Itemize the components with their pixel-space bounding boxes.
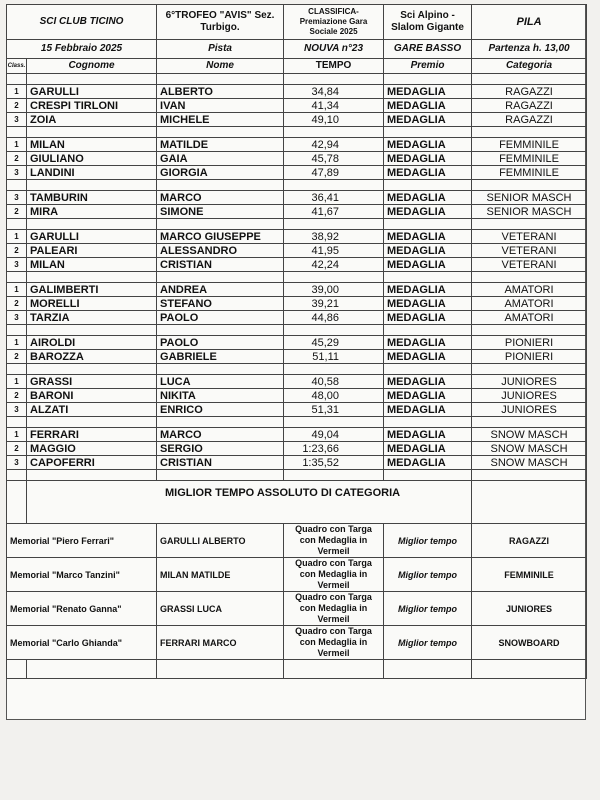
surname-cell: GARULLI [27,230,157,244]
category-cell: SNOW MASCH [472,456,587,470]
group-spacer [7,219,587,230]
memorial-name: Memorial "Carlo Ghianda" [7,626,157,660]
spacer-cell [384,74,472,85]
spacer-cell [157,325,284,336]
surname-cell: ALZATI [27,403,157,417]
col-cognome: Cognome [27,59,157,74]
spacer-cell [472,180,587,191]
pista-name: NOUVA n°23 [284,40,384,59]
category-cell: VETERANI [472,244,587,258]
surname-cell: GIULIANO [27,152,157,166]
spacer-cell [7,417,27,428]
first-name-cell: ALESSANDRO [157,244,284,258]
rank-cell: 1 [7,283,27,297]
memorial-reason: Miglior tempo [384,592,472,626]
table-row [7,297,587,311]
memorial-winner: MILAN MATILDE [157,558,284,592]
time-cell: 45,29 [284,336,384,350]
surname-cell: MORELLI [27,297,157,311]
start-time: Partenza h. 13,00 [472,40,587,59]
table-row [7,244,587,258]
rank-cell: 3 [7,166,27,180]
category-cell: FEMMINILE [472,138,587,152]
table-row [7,283,587,297]
prize-cell: MEDAGLIA [384,311,472,325]
memorial-reason: Miglior tempo [384,626,472,660]
spacer-cell [157,417,284,428]
spacer-cell [157,180,284,191]
rank-cell: 1 [7,138,27,152]
prize-cell: MEDAGLIA [384,389,472,403]
spacer-cell [472,272,587,283]
spacer-cell [157,74,284,85]
memorial-winner: GRASSI LUCA [157,592,284,626]
prize-cell: MEDAGLIA [384,113,472,127]
rank-cell: 2 [7,350,27,364]
table-row [7,152,587,166]
time-cell: 41,95 [284,244,384,258]
classifica-title: CLASSIFICA- Premiazione Gara Sociale 2025 [284,5,384,40]
memorial-reason: Miglior tempo [384,524,472,558]
results-table [6,4,587,679]
table-row [7,230,587,244]
column-header-row [7,59,587,74]
category-cell: RAGAZZI [472,113,587,127]
first-name-cell: ENRICO [157,403,284,417]
time-cell: 47,89 [284,166,384,180]
spacer-cell [27,470,157,481]
spacer-cell [7,272,27,283]
memorial-row [7,626,587,660]
spacer-cell [284,272,384,283]
spacer-cell [157,470,284,481]
rank-cell: 2 [7,442,27,456]
rank-cell: 3 [7,258,27,272]
surname-cell: FERRARI [27,428,157,442]
memorial-category: SNOWBOARD [472,626,587,660]
prize-cell: MEDAGLIA [384,244,472,258]
table-row [7,442,587,456]
surname-cell: GALIMBERTI [27,283,157,297]
surname-cell: PALEARI [27,244,157,258]
category-cell: SENIOR MASCH [472,205,587,219]
spacer-cell [284,219,384,230]
surname-cell: GRASSI [27,375,157,389]
first-name-cell: LUCA [157,375,284,389]
prize-cell: MEDAGLIA [384,138,472,152]
spacer-cell [284,417,384,428]
spacer-cell [284,180,384,191]
spacer-cell [7,364,27,375]
spacer-cell [7,180,27,191]
table-row [7,258,587,272]
spacer-cell [27,74,157,85]
time-cell: 41,67 [284,205,384,219]
group-spacer [7,74,587,85]
bottom-blank-row [7,660,587,679]
category-cell: AMATORI [472,283,587,297]
table-row [7,311,587,325]
spacer-cell [27,325,157,336]
first-name-cell: MARCO [157,428,284,442]
surname-cell: CRESPI TIRLONI [27,99,157,113]
spacer-cell [27,364,157,375]
surname-cell: MILAN [27,138,157,152]
col-premio: Premio [384,59,472,74]
spacer-cell [472,364,587,375]
rank-cell: 3 [7,403,27,417]
table-row [7,375,587,389]
group-spacer [7,417,587,428]
table-row [7,389,587,403]
first-name-cell: MARCO GIUSEPPE [157,230,284,244]
spacer-cell [472,127,587,138]
spacer-cell [7,470,27,481]
spacer-cell [472,74,587,85]
memorial-reason: Miglior tempo [384,558,472,592]
category-cell: SNOW MASCH [472,442,587,456]
rank-cell: 1 [7,336,27,350]
category-cell: FEMMINILE [472,152,587,166]
surname-cell: MILAN [27,258,157,272]
first-name-cell: GABRIELE [157,350,284,364]
first-name-cell: SERGIO [157,442,284,456]
memorial-name: Memorial "Marco Tanzini" [7,558,157,592]
first-name-cell: MATILDE [157,138,284,152]
first-name-cell: ALBERTO [157,85,284,99]
surname-cell: GARULLI [27,85,157,99]
header-row-2 [7,40,587,59]
category-cell: AMATORI [472,311,587,325]
spacer-cell [284,364,384,375]
table-row [7,456,587,470]
first-name-cell: SIMONE [157,205,284,219]
prize-cell: MEDAGLIA [384,336,472,350]
first-name-cell: IVAN [157,99,284,113]
prize-cell: MEDAGLIA [384,258,472,272]
time-cell: 1:23,66 [284,442,384,456]
prize-cell: MEDAGLIA [384,152,472,166]
table-row [7,99,587,113]
surname-cell: CAPOFERRI [27,456,157,470]
first-name-cell: MICHELE [157,113,284,127]
group-spacer [7,272,587,283]
spacer-cell [157,272,284,283]
col-classe: Class. [7,59,27,74]
time-cell: 34,84 [284,85,384,99]
header-row-1 [7,5,587,40]
rank-cell: 1 [7,428,27,442]
first-name-cell: CRISTIAN [157,456,284,470]
spacer-cell [27,417,157,428]
first-name-cell: MARCO [157,191,284,205]
prize-cell: MEDAGLIA [384,442,472,456]
spacer-cell [27,219,157,230]
spacer-cell [472,470,587,481]
race-date: 15 Febbraio 2025 [7,40,157,59]
table-row [7,350,587,364]
spacer-cell [284,470,384,481]
memorial-row [7,524,587,558]
category-cell: AMATORI [472,297,587,311]
table-row [7,205,587,219]
col-nome: Nome [157,59,284,74]
time-cell: 39,00 [284,283,384,297]
prize-cell: MEDAGLIA [384,283,472,297]
prize-cell: MEDAGLIA [384,375,472,389]
spacer-cell [7,74,27,85]
time-cell: 49,10 [284,113,384,127]
time-cell: 41,34 [284,99,384,113]
spacer-cell [157,219,284,230]
memorial-winner: FERRARI MARCO [157,626,284,660]
prize-cell: MEDAGLIA [384,456,472,470]
spacer-cell [384,127,472,138]
gare-name: GARE BASSO [384,40,472,59]
memorial-name: Memorial "Renato Ganna" [7,592,157,626]
rank-cell: 2 [7,99,27,113]
first-name-cell: GIORGIA [157,166,284,180]
memorial-row [7,592,587,626]
category-cell: JUNIORES [472,389,587,403]
group-spacer [7,470,587,481]
category-cell: RAGAZZI [472,85,587,99]
time-cell: 51,31 [284,403,384,417]
rank-cell: 3 [7,311,27,325]
spacer-cell [384,417,472,428]
time-cell: 51,11 [284,350,384,364]
rank-cell: 3 [7,191,27,205]
rank-cell: 1 [7,85,27,99]
first-name-cell: STEFANO [157,297,284,311]
spacer-cell [384,325,472,336]
pista-label: Pista [157,40,284,59]
spacer-cell [384,470,472,481]
rank-cell: 2 [7,205,27,219]
rank-cell: 2 [7,152,27,166]
col-tempo: TEMPO [284,59,384,74]
spacer-cell [284,74,384,85]
time-cell: 40,58 [284,375,384,389]
location: PILA [472,5,587,40]
prize-cell: MEDAGLIA [384,428,472,442]
time-cell: 42,94 [284,138,384,152]
prize-cell: MEDAGLIA [384,205,472,219]
time-cell: 48,00 [284,389,384,403]
time-cell: 39,21 [284,297,384,311]
category-cell: PIONIERI [472,350,587,364]
prize-cell: MEDAGLIA [384,166,472,180]
memorial-prize: Quadro con Targa con Medaglia in Vermeil [284,558,384,592]
group-spacer [7,364,587,375]
memorial-prize: Quadro con Targa con Medaglia in Vermeil [284,592,384,626]
category-cell: JUNIORES [472,403,587,417]
prize-cell: MEDAGLIA [384,350,472,364]
memorial-prize: Quadro con Targa con Medaglia in Vermeil [284,524,384,558]
spacer-cell [384,364,472,375]
best-spacer-row [7,505,587,524]
spacer-cell [384,219,472,230]
rank-cell: 3 [7,456,27,470]
rank-cell: 3 [7,113,27,127]
prize-cell: MEDAGLIA [384,99,472,113]
category-cell: SENIOR MASCH [472,191,587,205]
category-cell: JUNIORES [472,375,587,389]
category-cell: VETERANI [472,230,587,244]
spacer-cell [284,127,384,138]
category-cell: RAGAZZI [472,99,587,113]
time-cell: 1:35,52 [284,456,384,470]
table-row [7,138,587,152]
memorial-category: JUNIORES [472,592,587,626]
rank-cell: 1 [7,230,27,244]
table-row [7,166,587,180]
time-cell: 38,92 [284,230,384,244]
spacer-cell [472,219,587,230]
trophy-name: 6°TROFEO "AVIS" Sez. Turbigo. [157,5,284,40]
surname-cell: MIRA [27,205,157,219]
best-title-row [7,481,587,506]
memorial-category: RAGAZZI [472,524,587,558]
spacer-cell [27,127,157,138]
first-name-cell: PAOLO [157,336,284,350]
table-row [7,403,587,417]
rank-cell: 2 [7,244,27,258]
time-cell: 36,41 [284,191,384,205]
prize-cell: MEDAGLIA [384,403,472,417]
spacer-cell [7,325,27,336]
category-cell: FEMMINILE [472,166,587,180]
surname-cell: LANDINI [27,166,157,180]
spacer-cell [472,325,587,336]
spacer-cell [27,180,157,191]
memorial-winner: GARULLI ALBERTO [157,524,284,558]
table-row [7,85,587,99]
memorial-name: Memorial "Piero Ferrari" [7,524,157,558]
col-categoria: Categoria [472,59,587,74]
spacer-cell [384,180,472,191]
prize-cell: MEDAGLIA [384,230,472,244]
memorial-prize: Quadro con Targa con Medaglia in Vermeil [284,626,384,660]
table-row [7,428,587,442]
first-name-cell: GAIA [157,152,284,166]
prize-cell: MEDAGLIA [384,85,472,99]
spacer-cell [7,127,27,138]
discipline: Sci Alpino - Slalom Gigante [384,5,472,40]
group-spacer [7,127,587,138]
club-name: SCI CLUB TICINO [7,5,157,40]
memorial-row [7,558,587,592]
surname-cell: TARZIA [27,311,157,325]
time-cell: 45,78 [284,152,384,166]
surname-cell: ZOIA [27,113,157,127]
table-row [7,336,587,350]
spacer-cell [284,325,384,336]
rank-cell: 2 [7,389,27,403]
prize-cell: MEDAGLIA [384,191,472,205]
surname-cell: BAROZZA [27,350,157,364]
first-name-cell: PAOLO [157,311,284,325]
table-row [7,113,587,127]
group-spacer [7,180,587,191]
rank-cell: 1 [7,375,27,389]
time-cell: 49,04 [284,428,384,442]
spacer-cell [384,272,472,283]
surname-cell: AIROLDI [27,336,157,350]
spacer-cell [27,272,157,283]
surname-cell: MAGGIO [27,442,157,456]
table-row [7,191,587,205]
category-cell: PIONIERI [472,336,587,350]
category-cell: SNOW MASCH [472,428,587,442]
first-name-cell: CRISTIAN [157,258,284,272]
spacer-cell [7,219,27,230]
spacer-cell [157,127,284,138]
category-cell: VETERANI [472,258,587,272]
surname-cell: BARONI [27,389,157,403]
group-spacer [7,325,587,336]
first-name-cell: ANDREA [157,283,284,297]
memorial-category: FEMMINILE [472,558,587,592]
spacer-cell [472,417,587,428]
spacer-cell [157,364,284,375]
first-name-cell: NIKITA [157,389,284,403]
time-cell: 44,86 [284,311,384,325]
time-cell: 42,24 [284,258,384,272]
rank-cell: 2 [7,297,27,311]
surname-cell: TAMBURIN [27,191,157,205]
best-time-title: MIGLIOR TEMPO ASSOLUTO DI CATEGORIA [27,481,472,506]
prize-cell: MEDAGLIA [384,297,472,311]
